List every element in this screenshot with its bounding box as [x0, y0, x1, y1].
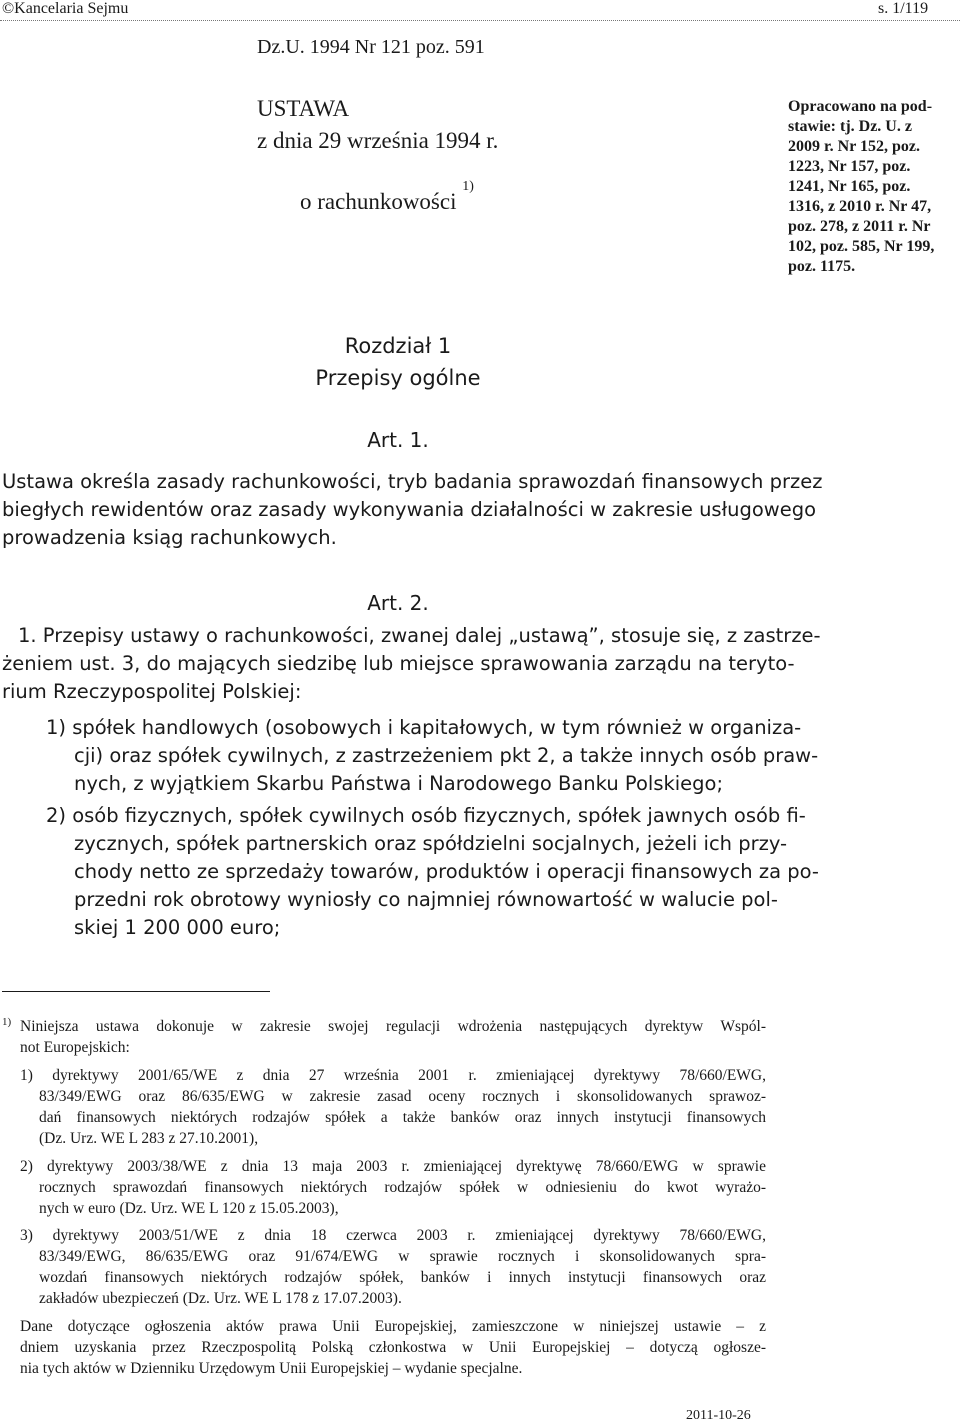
chapter-number: Rozdział 1 [344, 334, 452, 358]
text-line: 1) spółek handlowych (osobowych i kapitałowych, w tym również w organiza- [46, 716, 802, 739]
footnote-separator [2, 991, 270, 992]
text-line: prowadzenia ksiąg rachunkowych. [2, 526, 337, 549]
text-line: not Europejskich: [20, 1039, 130, 1056]
text-line: chody netto ze sprzedaży towarów, produktów i operacji finansowych za po- [74, 860, 819, 883]
act-subject-text: o rachunkowości [300, 189, 457, 214]
text-line: 83/349/EWG oraz 86/635/EWG w zakresie zasad oceny rocznych i skonsolidowanych sprawoz- [39, 1088, 766, 1105]
text-line: skiej 1 200 000 euro; [74, 916, 281, 939]
text-line: nia tych aktów w Dzienniku Urzędowym Unii Europejskiej – wydanie specjalne. [20, 1360, 523, 1377]
sidenote-line: Opracowano na pod- [788, 98, 933, 115]
act-subject [300, 179, 474, 215]
text-line: (Dz. Urz. WE L 283 z 27.10.2001), [39, 1130, 259, 1147]
text-line: zakładów ubezpieczeń (Dz. Urz. WE L 178 z 17.07.2003). [39, 1290, 402, 1307]
footnote-reference: 1) [462, 179, 474, 195]
text-line: Dane dotyczące ogłoszenia aktów prawa Unii Europejskiej, zamieszczone w niniejszej ustawie – z [20, 1318, 766, 1335]
copyright-notice: ©Kancelaria Sejmu [2, 0, 129, 17]
sidenote-line: poz. 1175. [788, 258, 856, 275]
text-line: 3) dyrektywy 2003/51/WE z dnia 18 czerwca 2003 r. zmieniającej dyrektywy 78/660/EWG, [20, 1227, 766, 1244]
text-line: nych w euro (Dz. Urz. WE L 120 z 15.05.2003), [39, 1200, 339, 1217]
sidenote-line: 1223, Nr 157, poz. [788, 158, 911, 175]
text-line: dań finansowych niektórych rodzajów spółek a także banków oraz innych instytucji finansowych [39, 1109, 766, 1126]
text-line: biegłych rewidentów oraz zasady wykonywania działalności w zakresie usługowego [2, 498, 817, 521]
text-line: 2) osób fizycznych, spółek cywilnych osób fizycznych, spółek jawnych osób fi- [46, 804, 806, 827]
text-line: dniem uzyskania przez Rzeczpospolitą Polską członkostwa w Unii Europejskiej – dotyczą ogłosze- [20, 1339, 766, 1356]
sidenote-line: poz. 278, z 2011 r. Nr [788, 218, 931, 235]
text-line: cji) oraz spółek cywilnych, z zastrzeżeniem pkt 2, a także innych osób praw- [74, 744, 819, 767]
text-line: zycznych, spółek partnerskich oraz spółdzielni socjalnych, jeżeli ich przy- [74, 832, 788, 855]
article-1-heading: Art. 1. [367, 428, 429, 452]
text-line: 2) dyrektywy 2003/38/WE z dnia 13 maja 2003 r. zmieniającej dyrektywę 78/660/EWG w sprawie [20, 1158, 766, 1175]
footnote-marker: 1) [2, 1016, 12, 1028]
text-line: Niniejsza ustawa dokonuje w zakresie swojej regulacji wdrożenia następujących dyrektyw Wspól- [20, 1018, 766, 1035]
header-divider [0, 20, 960, 21]
journal-reference: Dz.U. 1994 Nr 121 poz. 591 [257, 36, 485, 58]
text-line: Ustawa określa zasady rachunkowości, tryb badania sprawozdań finansowych przez [2, 470, 823, 493]
page-number: s. 1/119 [878, 0, 929, 17]
text-line: 1) dyrektywy 2001/65/WE z dnia 27 września 2001 r. zmieniającej dyrektywy 78/660/EWG, [20, 1067, 766, 1084]
sidenote-line: 102, poz. 585, Nr 199, [788, 238, 935, 255]
chapter-title: Przepisy ogólne [315, 366, 481, 390]
sidenote-line: 2009 r. Nr 152, poz. [788, 138, 920, 155]
text-line: 1. Przepisy ustawy o rachunkowości, zwanej dalej „ustawą”, stosuje się, z zastrze- [18, 624, 821, 647]
sidenote-line: 1316, z 2010 r. Nr 47, [788, 198, 932, 215]
text-line: 83/349/EWG, 86/635/EWG oraz 91/674/EWG w sprawie rocznych i skonsolidowanych spra- [39, 1248, 766, 1265]
consolidation-sidenote [788, 97, 960, 277]
sidenote-line: 1241, Nr 165, poz. [788, 178, 911, 195]
article-2-heading: Art. 2. [367, 591, 429, 615]
sidenote-line: stawie: tj. Dz. U. z [788, 118, 912, 135]
text-line: rium Rzeczypospolitej Polskiej: [2, 680, 302, 703]
publication-date: 2011-10-26 [686, 1408, 751, 1423]
text-line: nych, z wyjątkiem Skarbu Państwa i Narodowego Banku Polskiego; [74, 772, 724, 795]
act-title: USTAWA [257, 96, 350, 121]
text-line: wozdań finansowych niektórych rodzajów spółek, banków i innych instytucji finansowych oraz [39, 1269, 766, 1286]
text-line: żeniem ust. 3, do mających siedzibę lub miejsce sprawowania zarządu na teryto- [2, 652, 795, 675]
text-line: przedni rok obrotowy wyniosły co najmniej równowartość w walucie pol- [74, 888, 778, 911]
text-line: rocznych sprawozdań finansowych niektórych rodzajów spółek w odniesieniu do kwot wyrażo- [39, 1179, 766, 1196]
act-date: z dnia 29 września 1994 r. [257, 128, 499, 153]
